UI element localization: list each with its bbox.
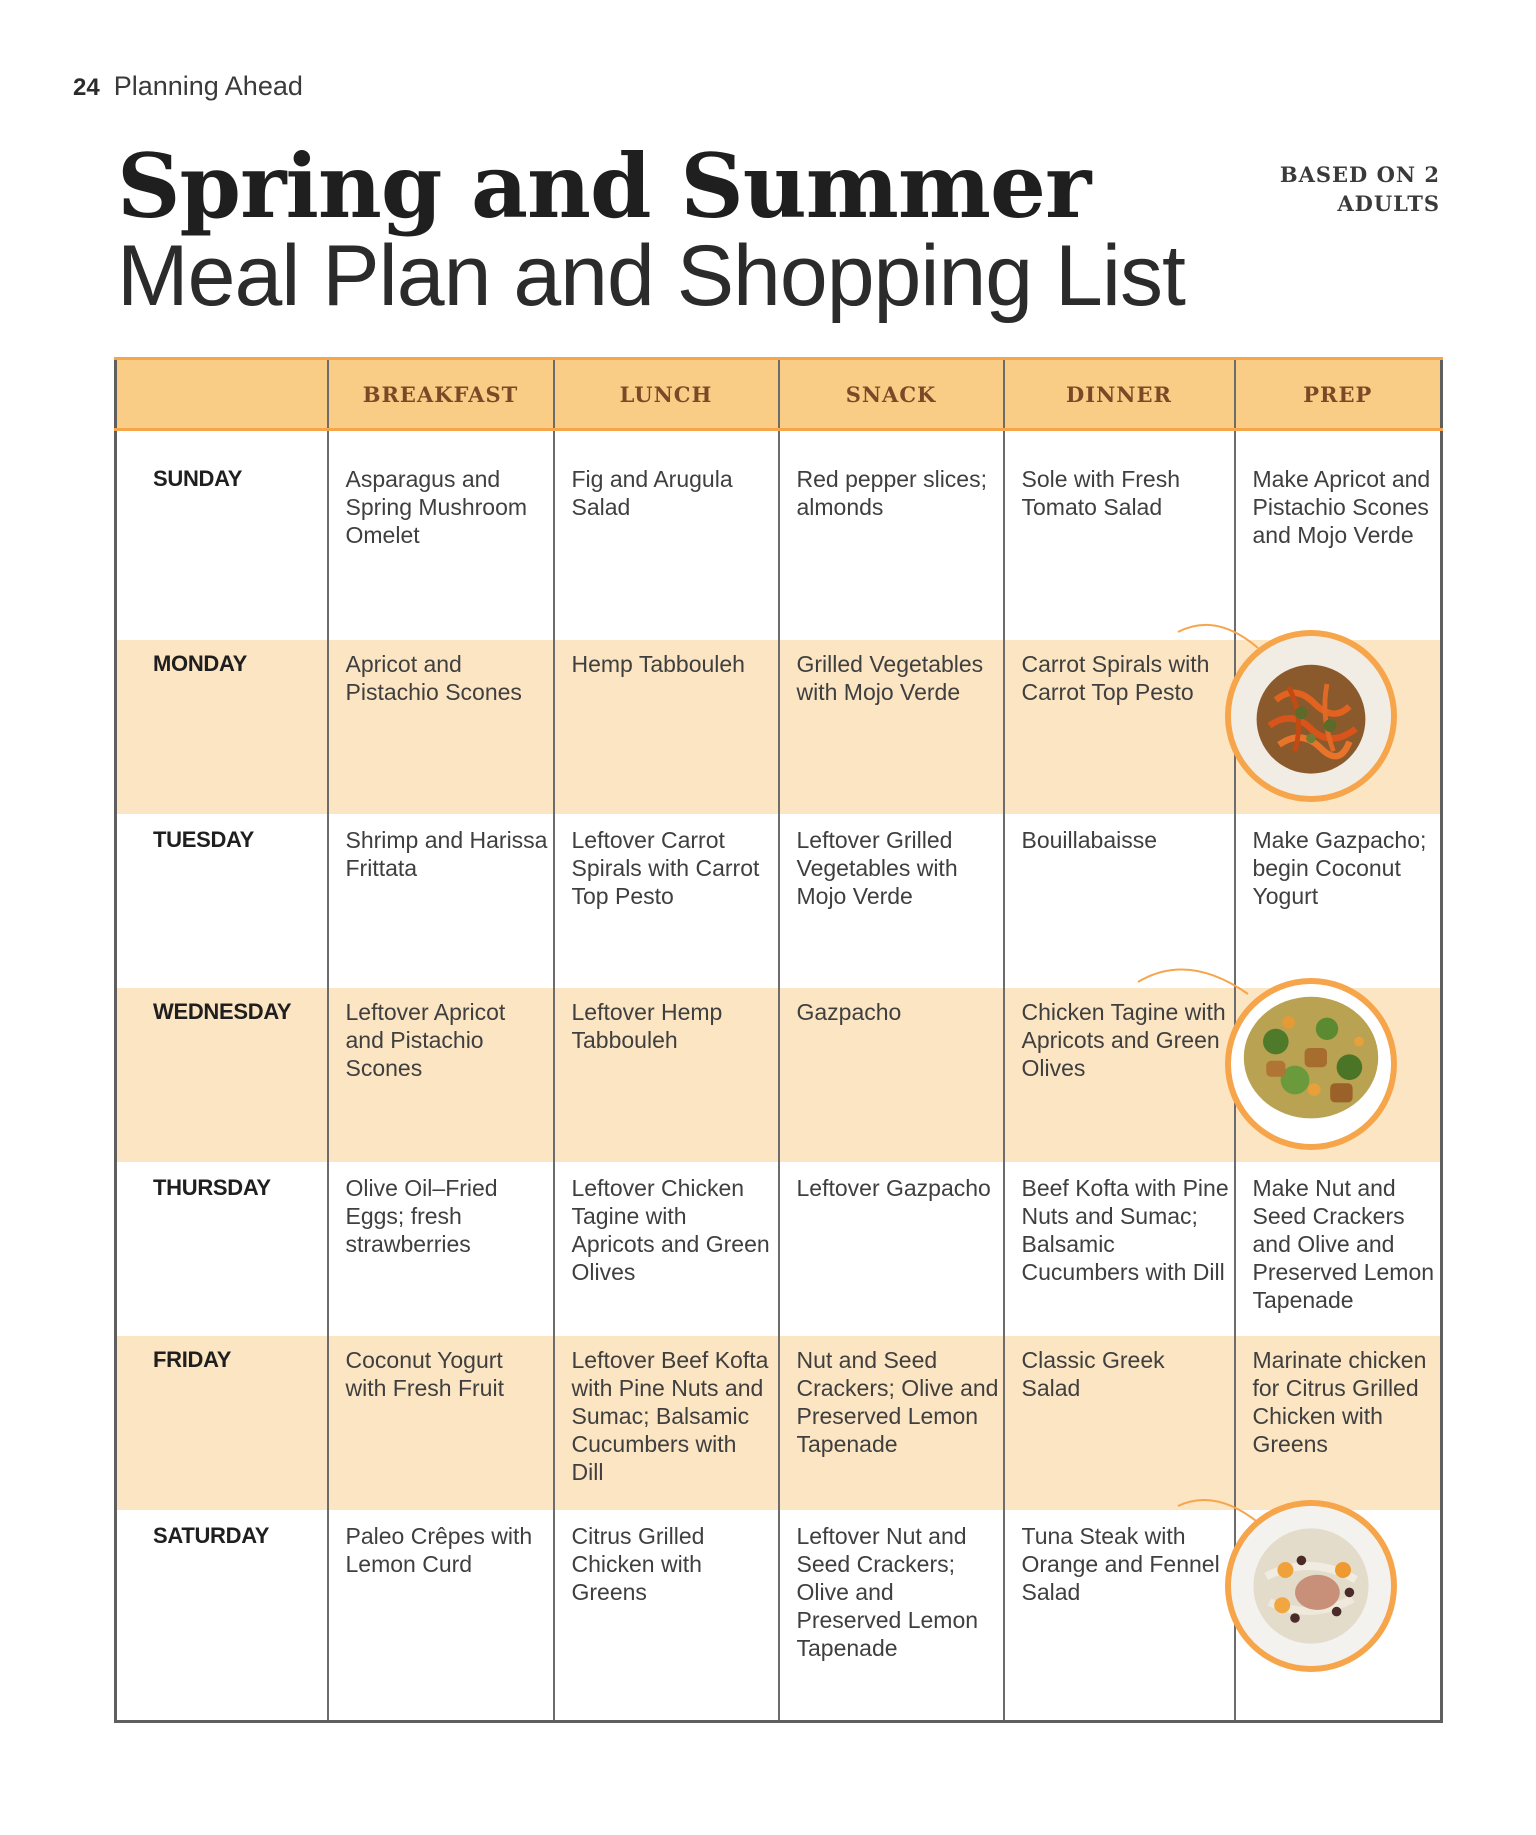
snack-cell: Leftover Gazpacho (779, 1162, 1004, 1336)
table-row-saturday (116, 1510, 1442, 1722)
dinner-cell: Sole with Fresh Tomato Salad (1004, 430, 1235, 640)
day-label: SATURDAY (153, 1522, 270, 1548)
breakfast-cell: Olive Oil–Fried Eggs; fresh strawberries (328, 1162, 554, 1336)
table-header-row (116, 359, 1442, 430)
snack-cell: Gazpacho (779, 988, 1004, 1162)
breakfast-cell: Apricot and Pistachio Scones (328, 640, 554, 814)
serving-basis-line-2: ADULTS (1337, 191, 1440, 216)
tuna-fennel-salad-photo (1225, 1500, 1397, 1672)
day-label: WEDNESDAY (116, 988, 328, 1162)
lunch-cell: Leftover Hemp Tabbouleh (554, 988, 779, 1162)
table-row-monday (116, 640, 1442, 814)
day-label: FRIDAY (116, 1336, 328, 1510)
day-label: THURSDAY (153, 1174, 271, 1200)
breakfast-cell: Paleo Crêpes with Lemon Curd (328, 1510, 554, 1722)
prep-cell (1235, 640, 1442, 814)
lunch-cell: Citrus Grilled Chicken with Greens (554, 1510, 779, 1722)
meal-plan-table (114, 357, 1443, 1723)
column-header-day (116, 359, 328, 430)
callout-arc (1176, 618, 1266, 658)
chicken-tagine-image (1231, 984, 1391, 1144)
page-title: Spring and Summer (117, 134, 1091, 238)
day-label: TUESDAY (153, 826, 255, 852)
snack-cell: Red pepper slices; almonds (779, 430, 1004, 640)
serving-basis-line-1: BASED ON 2 (1279, 162, 1440, 187)
table-row-sunday (116, 430, 1442, 640)
breakfast-cell: Asparagus and Spring Mushroom Omelet (328, 430, 554, 640)
carrot-spirals-image (1231, 636, 1391, 796)
table-row-friday (116, 1336, 1442, 1510)
lunch-cell: Leftover Beef Kofta with Pine Nuts and Sumac; Balsamic Cucumbers with Dill (554, 1336, 779, 1510)
table-row-wednesday (116, 988, 1442, 1162)
dinner-cell: Tuna Steak with Orange and Fennel Salad (1004, 1510, 1235, 1722)
dinner-cell: Beef Kofta with Pine Nuts and Sumac; Balsamic Cucumbers with Dill (1004, 1162, 1235, 1336)
dinner-cell: Classic Greek Salad (1004, 1336, 1235, 1510)
prep-cell: Marinate chicken for Citrus Grilled Chicken with Greens (1235, 1336, 1442, 1510)
lunch-cell: Leftover Carrot Spirals with Carrot Top Pesto (554, 814, 779, 988)
carrot-spirals-photo (1225, 630, 1397, 802)
dinner-cell: Carrot Spirals with Carrot Top Pesto (1004, 640, 1235, 814)
callout-arc (1136, 958, 1256, 1003)
serving-basis-note (1270, 160, 1440, 218)
page-header (73, 68, 303, 106)
chicken-tagine-photo (1225, 978, 1397, 1150)
breakfast-cell: Leftover Apricot and Pistachio Scones (328, 988, 554, 1162)
page-subtitle: Meal Plan and Shopping List (117, 228, 1185, 324)
column-header-lunch: LUNCH (554, 359, 779, 430)
column-header-prep: PREP (1235, 359, 1442, 430)
day-label: SUNDAY (153, 466, 243, 491)
tuna-fennel-salad-image (1231, 1506, 1391, 1666)
column-header-dinner: DINNER (1004, 359, 1235, 430)
column-header-snack: SNACK (779, 359, 1004, 430)
snack-cell: Leftover Nut and Seed Crackers; Olive and Preserved Lemon Tapenade (779, 1510, 1004, 1722)
prep-cell (1235, 988, 1442, 1162)
column-header-breakfast: BREAKFAST (328, 359, 554, 430)
page-number: 24 (73, 74, 100, 101)
snack-cell: Nut and Seed Crackers; Olive and Preserved Lemon Tapenade (779, 1336, 1004, 1510)
dinner-cell: Bouillabaisse (1004, 814, 1235, 988)
section-name: Planning Ahead (113, 71, 303, 101)
lunch-cell: Hemp Tabbouleh (554, 640, 779, 814)
lunch-cell: Leftover Chicken Tagine with Apricots and Green Olives (554, 1162, 779, 1336)
prep-cell: Make Nut and Seed Crackers and Olive and Preserved Lemon Tapenade (1235, 1162, 1442, 1336)
prep-cell (1235, 1510, 1442, 1722)
prep-cell: Make Apricot and Pistachio Scones and Mojo Verde (1235, 430, 1442, 640)
table-row-thursday (116, 1162, 1442, 1336)
lunch-cell: Fig and Arugula Salad (554, 430, 779, 640)
breakfast-cell: Shrimp and Harissa Frittata (328, 814, 554, 988)
prep-cell: Make Gazpacho; begin Coconut Yogurt (1235, 814, 1442, 988)
snack-cell: Leftover Grilled Vegetables with Mojo Verde (779, 814, 1004, 988)
dinner-cell: Chicken Tagine with Apricots and Green Olives (1004, 988, 1235, 1162)
snack-cell: Grilled Vegetables with Mojo Verde (779, 640, 1004, 814)
day-label: MONDAY (116, 640, 328, 814)
breakfast-cell: Coconut Yogurt with Fresh Fruit (328, 1336, 554, 1510)
